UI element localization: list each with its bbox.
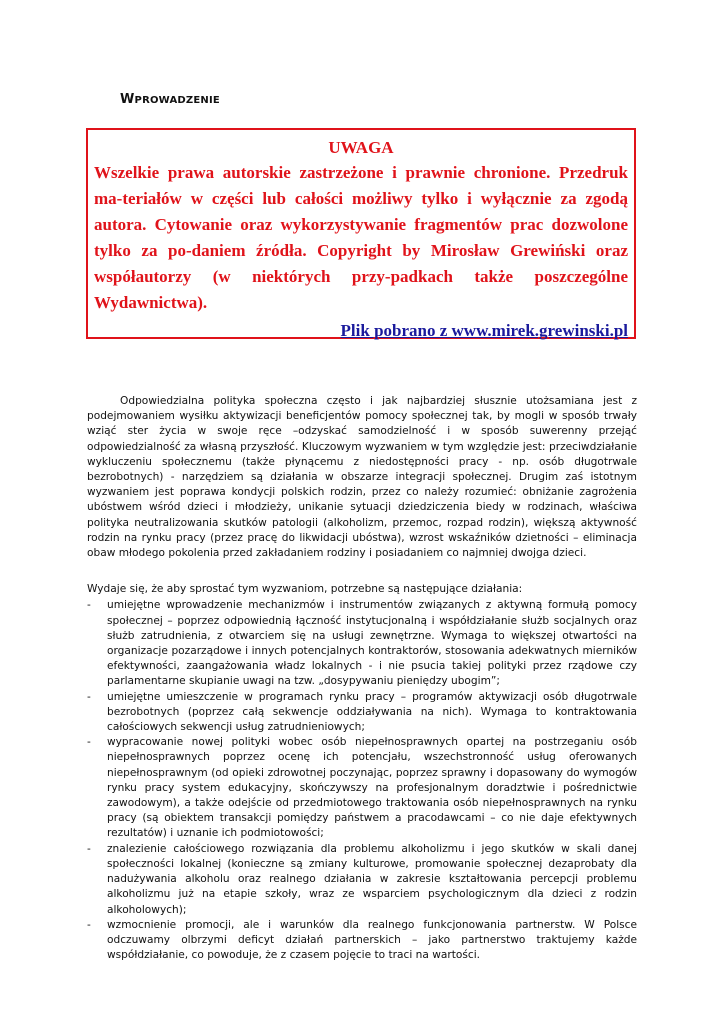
section-heading [120,92,220,107]
copyright-notice-box [86,128,636,339]
list-item-text: wzmocnienie promocji, ale i warunków dla realnego funkcjonowania partnerstw. W Polsce odczuwamy olbrzymi deficyt działań partnerskich – jako partnerstwo traktujemy każde współdziałanie, co powoduje, że z czasem pojęcie to traci na wartości. [107,918,637,962]
source-link[interactable]: Plik pobrano z www.mirek.grewinski.pl [340,321,628,340]
list-item-text: znalezienie całościowego rozwiązania dla problemu alkoholizmu i jego skutków w skali danej społeczności lokalnej (konieczne są zmiany kulturowe, promowanie społecznej dezaprobaty dla nadużywania alkoholu oraz realnego działania w zakresie kształtowania percepcji problemu alkoholizmu już na etapie szkoły, wraz ze wsparciem psychologicznym dla dzieci z rodzin alkoholowych); [107,842,637,916]
bullet-dash: - [87,690,91,703]
list-item [87,735,637,841]
bullet-dash: - [87,599,91,612]
section-heading-initial: W [120,92,135,107]
list-item [87,598,637,689]
list-item-text: umiejętne umieszczenie w programach rynku pracy – programów aktywizacji osób długotrwale bezrobotnych (poprzez całą sekwencje oddziaływania na nich). Wymaga to kontraktowania całościowych sekwencji usług zatrudnieniowych; [107,690,637,734]
intro-paragraph: Odpowiedzialna polityka społeczna często i jak najbardziej słusznie utożsamiana jest z podejmowaniem wysiłku aktywizacji beneficjentów pomocy społecznej tak, by mogli w sposób trwały wziąć ster życia w swoje ręce –odzyskać samodzielność i w sposób suwerenny przejąć odpowiedzialność za własną przyszłość. Kluczowym wyzwaniem w tym względzie jest: przeciwdziałanie wykluczeniu społecznemu (także płynącemu z niedostępności pracy - np. osób długotrwale bezrobotnych) - narzędziem są działania w obszarze integracji społecznej. Drugim zaś istotnym wyzwaniem jest poprawa kondycji polskich rodzin, przez co należy rozumieć: obniżanie zagrożenia ubóstwem wśród dzieci i młodzieży, unikanie sytuacji dziedziczenia biedy w rodzinach, właściwa polityka neutralizowania skutków patologii (alkoholizm, przemoc, rozpad rodzin), większą aktywność rodzin na rynku pracy (przez pracę do likwidacji ubóstwa), wzrost wskaźników dzietności – eliminacja obaw młodego pokolenia przed zakładaniem rodziny i posiadaniem co najmniej dwojga dzieci. [87,395,637,560]
bullet-dash: - [87,736,91,749]
list-item-text: umiejętne wprowadzenie mechanizmów i instrumentów związanych z aktywną formułą pomocy społecznej – poprzez odpowiednią łączność instytucjonalną i współdziałanie służb socjalnych oraz służb zatrudnienia, z otwarciem się na usługi zewnętrzne. Wymaga to większej otwartości na organizacje pozarządowe i innych potencjalnych kontraktorów, stosowania adekwatnych mierników efektywności, zaangażowania władz lokalnych - i nie psucia takiej polityki przez rządowe czy parlamentarne skupianie uwagi na tzw. „dosypywaniu pieniędzy ubogim”; [107,599,637,688]
list-item [87,842,637,918]
list-item [87,918,637,964]
notice-title: UWAGA [328,138,394,157]
actions-lead: Wydaje się, że aby sprostać tym wyzwaniom, potrzebne są następujące działania: [87,583,523,596]
notice-text: Wszelkie prawa autorskie zastrzeżone i prawnie chronione. Przedruk ma-teriałów w części lub całości możliwy tylko i wyłącznie za zgodą autora. Cytowanie oraz wykorzystywanie fragmentów prac dozwolone tylko za po-daniem źródła. Copyright by Mirosław Grewiński oraz współautorzy (w niektórych przy-padkach także poszczególne Wydawnictwa). [94,163,628,312]
document-body [87,394,637,963]
section-heading-rest: PROWADZENIE [134,95,220,106]
actions-list [87,598,637,963]
bullet-dash: - [87,842,91,855]
notice-link-line [94,318,628,344]
bullet-dash: - [87,918,91,931]
list-item-text: wypracowanie nowej polityki wobec osób niepełnosprawnych opartej na postrzeganiu osób niepełnosprawnych poprzez ocenę ich potencjału, wszechstronność usług oferowanych niepełnosprawnym (od opieki zdrowotnej poczynając, poprzez sprawny i dopasowany do wymogów rynku pracy system edukacyjny, skończywszy na profesjonalnym doradztwie i pośrednictwie zawodowym), a także odejście od przedmiotowego traktowania osób niepełnosprawnych na rynku pracy (są obiektem transakcji pomiędzy państwem a pracodawcami – co nie daje efektywnych rezultatów) i uznanie ich podmiotowości; [107,736,637,840]
list-item [87,690,637,736]
